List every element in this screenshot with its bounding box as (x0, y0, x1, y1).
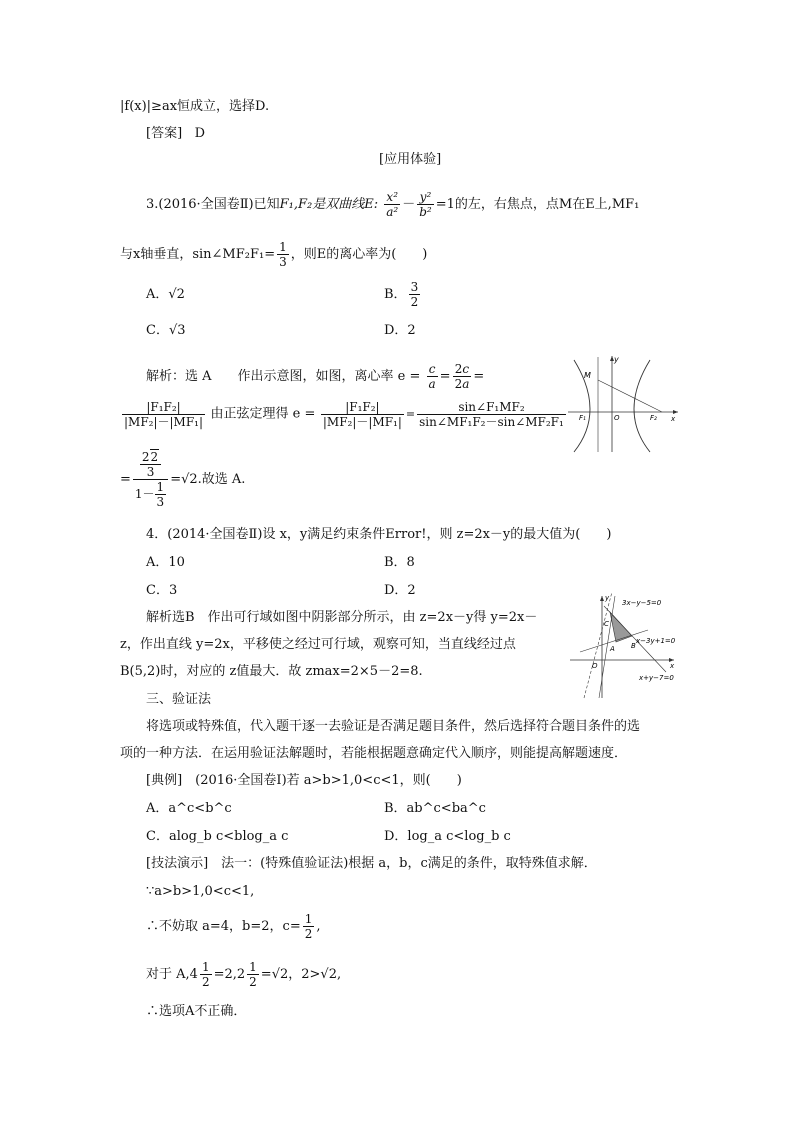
q3-foci: F₁,F₂是双曲线 (279, 197, 365, 212)
q3-option-c: C．√3 (146, 323, 186, 338)
x-label: x (671, 415, 676, 423)
q4-option-a: A．10 (146, 555, 185, 570)
point-b-label: B (631, 642, 636, 650)
y-axis-arrow (600, 596, 604, 601)
frac-c-a: $\frac{c}{a}$ (428, 362, 436, 391)
example-option-a: A．a^c<b^c (146, 801, 232, 816)
since-line: ∵a>b>1,0<c<1, (146, 884, 255, 899)
f2-label: F₂ (650, 414, 657, 422)
point-m-label: M (584, 371, 591, 380)
right-branch (634, 360, 650, 452)
frac-sine-ratio: $\frac{\text{sin∠F₁MF₂}}{\text{sin∠MF₁F₂－sin∠MF₂F₁}}$ (419, 400, 564, 429)
section-title: [应用体验] (379, 152, 442, 167)
frac-x2-a2: $\frac{\text{x²}}{\text{a²}}$ (386, 190, 399, 219)
point-a-label: A (610, 645, 615, 653)
y-label: y (614, 355, 619, 364)
q4-option-b: B．8 (384, 555, 415, 570)
conclusion-line: ∴选项A不正确． (146, 1004, 247, 1019)
frac-nested: $\frac{22}{3}$ 1－ $\frac{1}{3}$ (133, 450, 168, 509)
f1-label: F₁ (579, 414, 586, 422)
eq-x-y-7: x+y−7=0 (639, 674, 674, 682)
q3-line2 (120, 240, 427, 269)
point-c-label: C (604, 620, 609, 628)
frac-1-3: $\frac{1}{3}$ (279, 240, 287, 269)
sol3-line2: $\frac{\text{|F₁F₂|}}{\text{|MF₂|－|MF₁|}}$ 由正弦定理得 e = $\frac{\text{|F₁F₂|}}{\text{|MF₂|－|MF₁|}}$ = $\frac{\text{sin∠F₁MF₂}}{\text{sin∠MF₁F₂－sin∠MF₂F₁}}$ (124, 400, 564, 429)
hyperbola-figure (562, 352, 680, 454)
answer-value: D (194, 126, 205, 141)
q4-sol-line1: 解析选B 作出可行域如图中阴影部分所示，由 z=2x－y得 y=2x－ (146, 610, 538, 625)
frac-y2-b2: $\frac{\text{y²}}{\text{b²}}$ (419, 190, 432, 219)
answer-label: [答案] (146, 126, 183, 141)
example-option-b: B．ab^c<ba^c (384, 801, 486, 816)
feasible-region (610, 612, 632, 642)
eq-x-3y-1: x−3y+1=0 (636, 637, 676, 645)
q4-option-d: D．2 (384, 583, 416, 598)
frac-2c-2a: $\frac{2c}{2a}$ (454, 362, 470, 391)
sol3-line3: = $\frac{22}{3}$ 1－ $\frac{1}{3}$ =√2.故选 A. (120, 450, 246, 509)
answer-line (146, 126, 205, 142)
example-option-d: D．log_a c<log_b c (384, 829, 511, 844)
origin-label: O (592, 662, 598, 670)
section-heading: 三、验证法 (146, 692, 212, 707)
technique-line: [技法演示] 法一：(特殊值验证法)根据 a，b，c满足的条件，取特殊值求解． (146, 856, 597, 871)
frac-f1f2-diff: $\frac{\text{|F₁F₂|}}{\text{|MF₂|－|MF₁|}}$ (124, 400, 204, 429)
q3-e-label: E: (364, 197, 379, 212)
check-a-line: 对于 A,4 $\frac{1}{2}$ =2,2 $\frac{1}{2}$ =√2，2>√2, (146, 960, 342, 989)
q4-option-c: C．3 (146, 583, 178, 598)
q3-line1: 3.(2016·全国卷Ⅱ)已知F₁,F₂是双曲线E: $\frac{\text{x²}}{\text{a²}}$ － $\frac{\text{y²}}{\text{b²}}$ =1的左，右焦点，点M在E上,MF₁ (146, 190, 640, 219)
para-line2: 项的一种方法．在运用验证法解题时，若能根据题意确定代入顺序，则能提高解题速度． (120, 746, 628, 761)
q4-sol-line3: B(5,2)时，对应的 z值最大．故 zmax=2×5－2=8. (120, 664, 423, 679)
example-head: [典例] (2016·全国卷Ⅰ)若 a>b>1,0<c<1，则( ) (146, 773, 462, 788)
frac-half-b: $\frac{1}{2}$ (249, 960, 257, 989)
q3-eq-rest: =1的左，右焦点，点M在E上,MF₁ (435, 197, 640, 212)
q3-head: 3.(2016·全国卷Ⅱ)已知 (146, 197, 280, 212)
q3-option-b: B． $\frac{3}{2}$ (384, 280, 419, 309)
q4-sol-line2: z，作出直线 y=2x，平移使之经过可行域，观察可知，当直线经过点 (120, 637, 516, 652)
q3-option-a: A．√2 (146, 287, 185, 302)
y-label: y (605, 594, 610, 602)
frac-half-a: $\frac{1}{2}$ (201, 960, 210, 989)
continuation-line: |f(x)|≥ax恒成立，选择D. (120, 99, 270, 114)
q3-option-d: D．2 (384, 323, 416, 338)
example-option-c: C．alog_b c<blog_a c (146, 829, 289, 844)
feasible-region-figure (570, 590, 688, 702)
choose-values-line: ∴不妨取 a=4，b=2，c= $\frac{1}{2}$ , (146, 912, 321, 941)
q3-line2-end: ，则E的离心率为( ) (290, 247, 428, 262)
x-label: x (670, 662, 675, 670)
mf2-line (598, 380, 662, 412)
frac-f1f2-diff-2: $\frac{\text{|F₁F₂|}}{\text{|MF₂|－|MF₁|}}$ (322, 400, 402, 429)
frac-3-2: $\frac{3}{2}$ (410, 280, 419, 309)
sol3-line1: 解析：选 A 作出示意图，如图，离心率 e = $\frac{c}{a}$ = $\frac{2c}{2a}$ = (146, 362, 485, 391)
para-line1: 将选项或特殊值，代入题干逐一去验证是否满足题目条件，然后选择符合题目条件的选 (146, 719, 641, 734)
eq-3x-y-5: 3x−y−5=0 (622, 599, 662, 607)
x-axis-arrow (673, 410, 678, 414)
line-y-2x (584, 592, 612, 698)
origin-label: O (614, 414, 620, 422)
q4-stem: 4．(2014·全国卷Ⅱ)设 x，y满足约束条件Error!，则 z=2x－y的最大值为( ) (146, 527, 612, 542)
frac-1-2: $\frac{1}{2}$ (304, 912, 313, 941)
q3-line2-text: 与x轴垂直，sin∠MF₂F₁= (120, 247, 276, 262)
